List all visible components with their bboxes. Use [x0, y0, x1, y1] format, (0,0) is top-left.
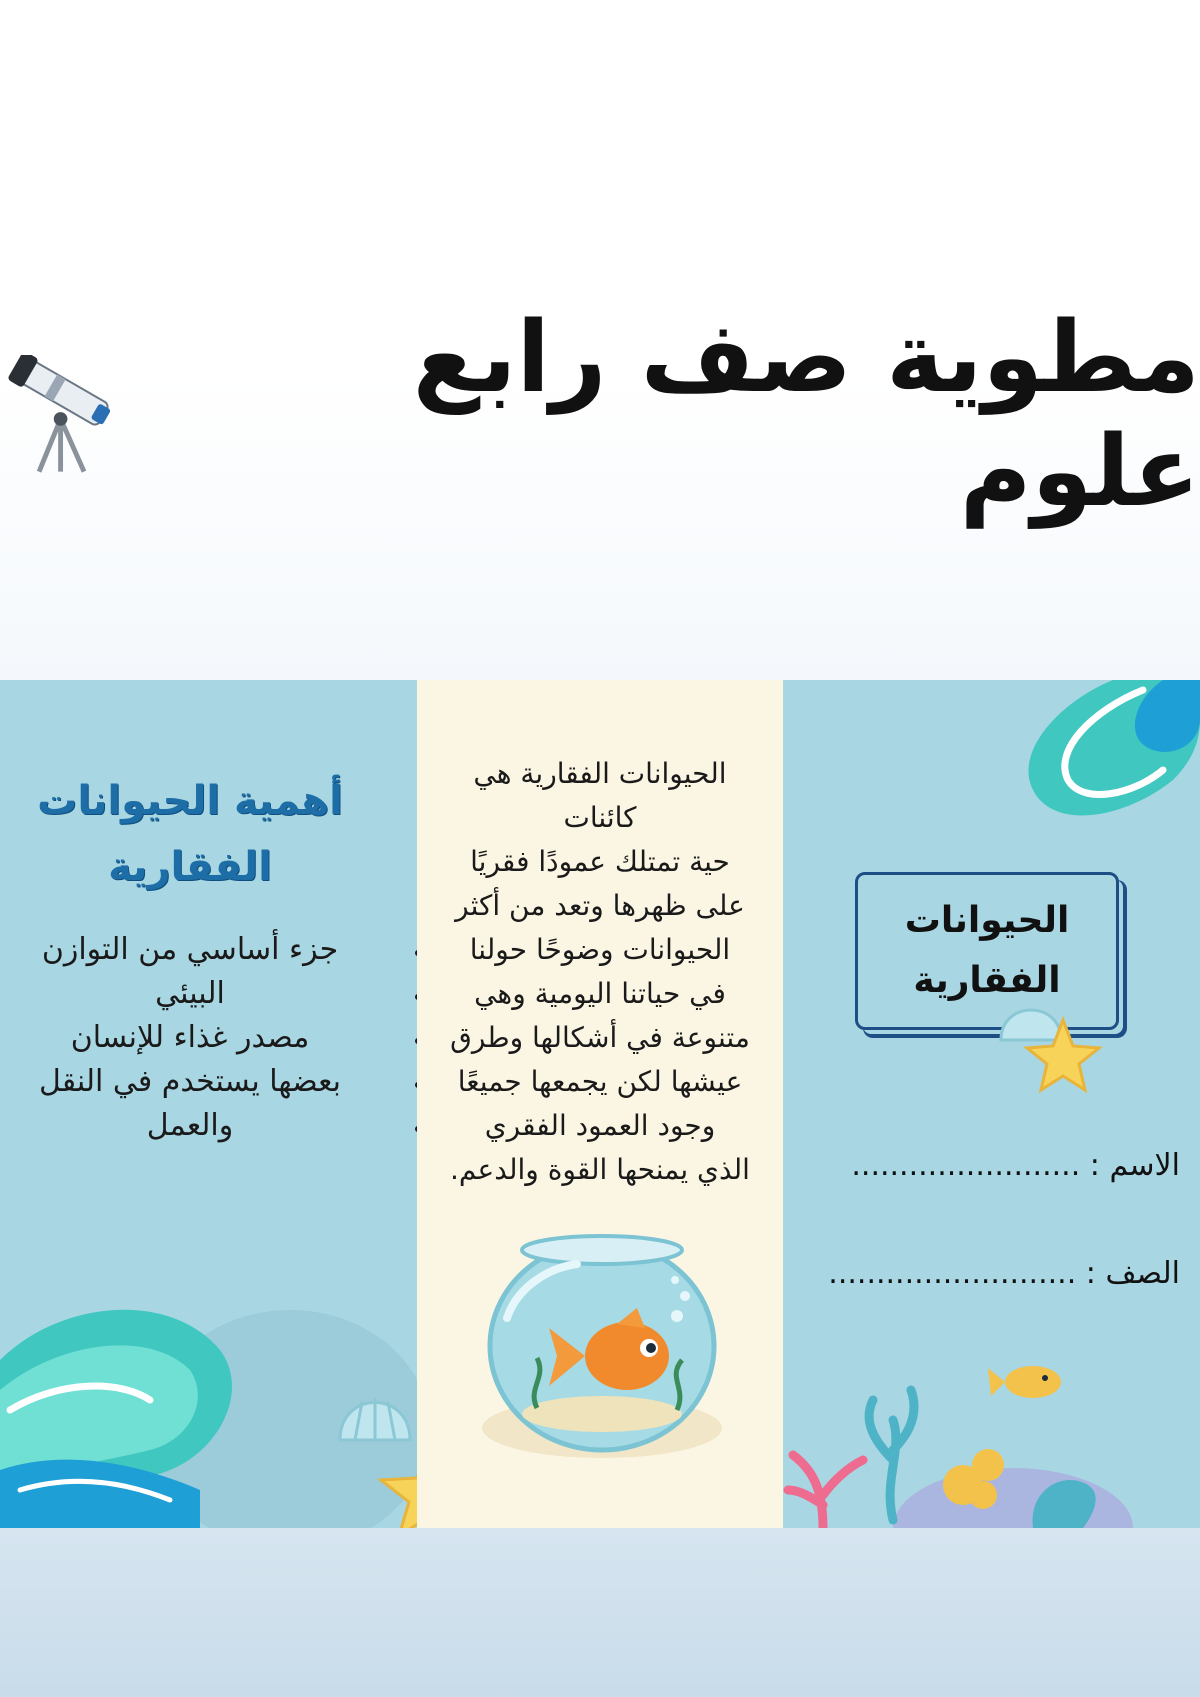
class-label: الصف :: [1085, 1256, 1180, 1291]
seabed-illustration: [783, 1280, 1200, 1528]
name-blank[interactable]: ........................: [851, 1148, 1081, 1183]
bottom-background: [0, 1528, 1200, 1697]
headline: [0, 301, 1200, 529]
list-item: • البيئي: [12, 972, 402, 1016]
list-item: • جزء أساسي من التوازن: [12, 928, 402, 972]
panel-definition: [417, 680, 783, 1528]
class-blank[interactable]: ..........................: [828, 1256, 1077, 1291]
list-item: • بعضها يستخدم في النقل: [12, 1060, 402, 1104]
page-title: مطوية صف رابع علوم: [412, 301, 1200, 529]
importance-list: [12, 928, 417, 1148]
fishbowl-icon: [477, 1228, 727, 1458]
shell-icon: [330, 1370, 417, 1450]
definition-text: الحيوانات الفقارية هي كائنات حية تمتلك عمودًا فقريًا على ظهرها وتعد من أكثر الحيوانات وضوحًا حولنا في حياتنا اليومية وهي متنوعة في أشكالها وطرق عيشها لكن يجمعها جميعًا وجود العمود الفقري الذي يمنحها القوة والدعم.: [450, 757, 750, 1186]
starfish-icon: [375, 1440, 417, 1528]
shell-starfish-icon: [993, 990, 1103, 1100]
name-label: الاسم :: [1089, 1148, 1180, 1183]
telescope-icon: [0, 355, 117, 475]
cover-title: الحيوانات الفقارية: [904, 900, 1070, 1001]
importance-title: أهمية الحيوانات الفقارية: [37, 778, 343, 890]
name-field[interactable]: [840, 1148, 1180, 1183]
list-item: • والعمل: [12, 1104, 402, 1148]
panel-importance: [0, 680, 417, 1528]
panel-cover: [783, 680, 1200, 1528]
brochure: [0, 680, 1200, 1528]
list-item: • مصدر غذاء للإنسان: [12, 1016, 402, 1060]
wave-illustration: [993, 680, 1200, 830]
